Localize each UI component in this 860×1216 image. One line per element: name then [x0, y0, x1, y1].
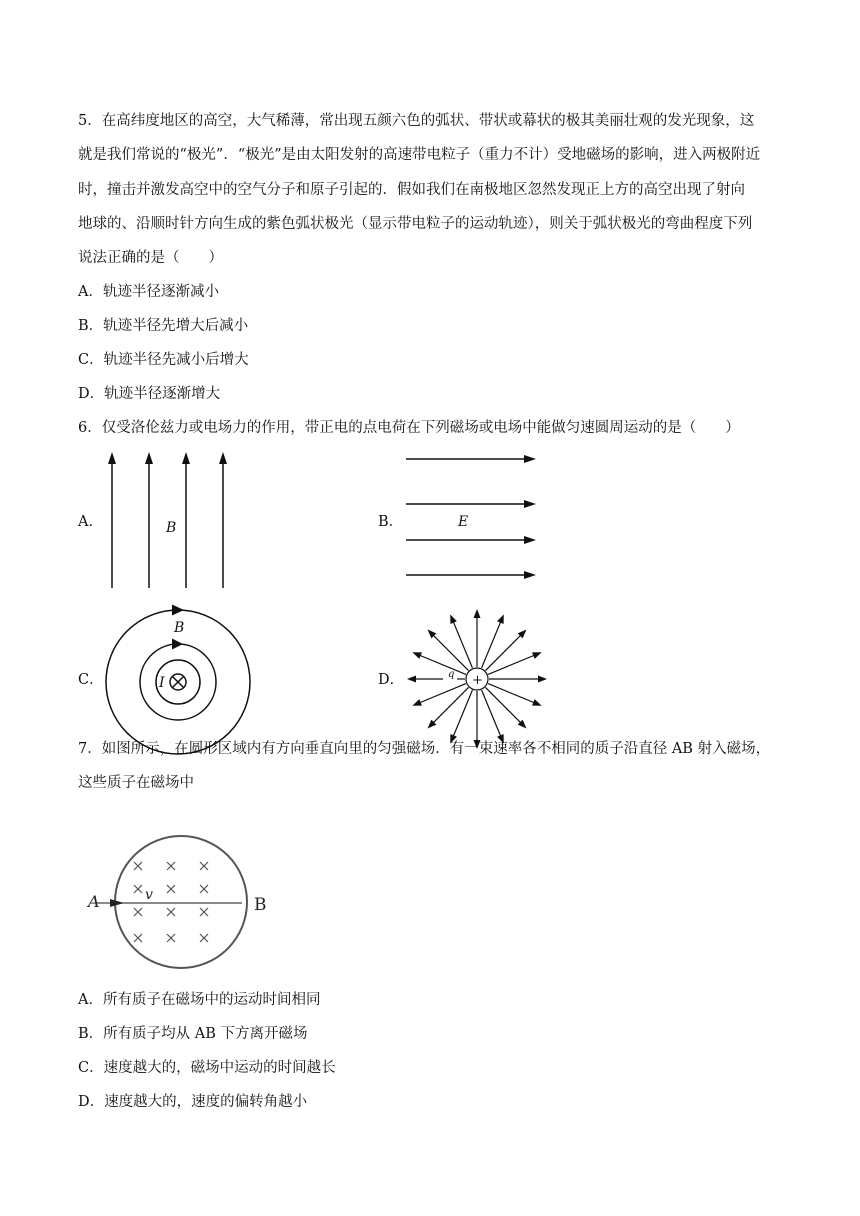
q6-label-b: B． — [378, 514, 404, 530]
field-line — [488, 654, 538, 675]
q5-option-b: B．轨迹半径先增大后减小 — [78, 318, 249, 334]
field-line — [485, 632, 523, 670]
velocity-label: v — [145, 887, 153, 903]
q7-figure — [82, 828, 282, 973]
arrow-head — [532, 699, 542, 706]
magnetic-field-region — [115, 836, 247, 968]
arrow-head — [474, 609, 481, 618]
field-line — [482, 690, 503, 740]
field-line — [430, 687, 468, 725]
arrow-head — [172, 639, 183, 650]
q7-option-a: A．所有质子在磁场中的运动时间相同 — [78, 992, 321, 1008]
arrow-head — [524, 455, 536, 463]
arrow-head — [172, 605, 184, 616]
arrow-head — [182, 452, 190, 464]
q7-line-1: 7．如图所示，在圆形区域内有方向垂直向里的匀强磁场．有一束速率各不相同的质子沿直径 AB 射入磁场， — [78, 741, 771, 757]
q6-label-c: C． — [78, 672, 104, 688]
field-line — [452, 618, 473, 668]
current-symbol-i: I — [159, 675, 165, 691]
arrow-head — [524, 500, 536, 508]
q5-line-3: 时，撞击并激发高空中的空气分子和原子引起的．假如我们在南极地区忽然发现正上方的高空出现了射向 — [78, 182, 745, 198]
field-line — [482, 618, 503, 668]
arrow-head — [412, 652, 422, 659]
q6-label-d: D． — [378, 672, 405, 688]
q5-line-2: 就是我们常说的“极光”．“极光”是由太阳发射的高速带电粒子（重力不计）受地磁场的影响，进入两极附近 — [78, 147, 761, 163]
q5-option-c: C．轨迹半径先减小后增大 — [78, 352, 249, 368]
point-b-label: B — [254, 895, 267, 915]
arrow-head — [524, 571, 536, 579]
field-line — [488, 684, 538, 705]
q6-figure-d — [398, 604, 558, 754]
q5-line-1: 5．在高纬度地区的高空，大气稀薄，常出现五颜六色的弧状、带状或幕状的极其美丽壮观的发光现象，这 — [78, 113, 755, 129]
q7-option-d: D．速度越大的，速度的偏转角越小 — [78, 1094, 308, 1110]
q5-line-5: 说法正确的是（ ） — [78, 250, 223, 266]
q7-line-2: 这些质子在磁场中 — [78, 775, 194, 791]
arrow-head — [145, 452, 153, 464]
arrow-head — [524, 536, 536, 544]
arrow-head — [450, 614, 457, 624]
point-a-label: A — [88, 892, 100, 911]
field-line — [416, 684, 466, 705]
field-line — [485, 687, 523, 725]
q6-figure-a — [100, 448, 240, 594]
arrow-head — [110, 899, 124, 907]
arrow-head — [532, 652, 542, 659]
arrow-head — [219, 452, 227, 464]
charge-symbol-q: q — [448, 669, 455, 680]
plus-sign: + — [472, 673, 483, 688]
q5-option-d: D．轨迹半径逐渐增大 — [78, 386, 221, 402]
arrow-head — [412, 699, 422, 706]
field-symbol-b: B — [166, 520, 177, 536]
q7-option-c: C．速度越大的，磁场中运动的时间越长 — [78, 1060, 336, 1076]
q6-label-a: A． — [78, 514, 103, 530]
field-symbol-b: B — [174, 620, 185, 636]
field-symbol-e: E — [458, 514, 469, 530]
arrow-head — [497, 614, 504, 624]
q6-figure-c — [100, 600, 260, 760]
q5-line-4: 地球的、沿顺时针方向生成的紫色弧状极光（显示带电粒子的运动轨迹），则关于弧状极光的弯曲程度下列 — [78, 216, 753, 232]
q7-option-b: B．所有质子均从 AB 下方离开磁场 — [78, 1026, 308, 1042]
q6-stem: 6．仅受洛伦兹力或电场力的作用，带正电的点电荷在下列磁场或电场中能做匀速圆周运动的是（ ） — [78, 420, 740, 436]
q6-figure-b — [400, 452, 545, 584]
q5-option-a: A．轨迹半径逐渐减小 — [78, 284, 219, 300]
field-line — [452, 690, 473, 740]
arrow-head — [407, 676, 416, 683]
arrow-head — [538, 676, 547, 683]
field-line — [430, 632, 468, 670]
field-line — [416, 654, 466, 675]
arrow-head — [108, 452, 116, 464]
